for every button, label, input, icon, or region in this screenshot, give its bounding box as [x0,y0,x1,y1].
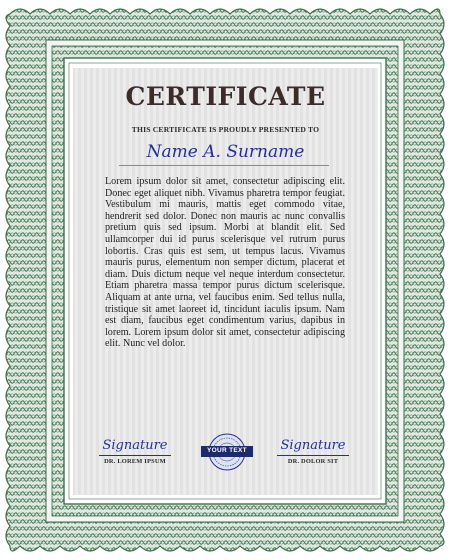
seal-emblem [199,432,255,472]
signature-right [273,438,353,465]
signature-right-name: DR. DOLOR SIT [287,458,339,465]
certificate-subtitle: THIS CERTIFICATE IS PROUDLY PRESENTED TO [131,125,320,134]
seal-label: YOUR TEXT [207,447,247,454]
certificate-title: CERTIFICATE [125,82,326,111]
certificate-panel [73,68,378,495]
signature-right-script: Signature [280,438,346,453]
certificate-body-text: Lorem ipsum dolor sit amet, consectetur adipiscing elit. Donec eget aliquet nibh. Vivamus pharetra tempor feugiat. Vestibulum mi mauris, mattis eget commodo vitae, hendrerit sed dolor. Donec non mauris ac nunc convallis pretium quis sed ipsum. Morbi at blandit elit. Sed ullamcorper dui id purus scelerisque vel rutrum purus lobortis. Cras quis est sem, ut tempus lacus. Vivamus mauris purus, elementum non semper dictum, placerat et diam. Duis dictum neque vel neque interdum consectetur. Etiam pharetra massa tempor purus dictum scelerisque. Aliquam at ante urna, vel faucibus enim. Sed tellus nulla, tristique sit amet laoreet id, tincidunt iaculis ipsum. Nam est diam, faucibus eget condimentum varius, dapibus in lorem. Lorem ipsum dolor sit amet, consectetur adipiscing elit. Nunc vel dolor. [105,176,345,350]
signature-left-script: Signature [102,438,168,453]
recipient-name: Name A. Surname [146,142,305,162]
signature-left-line [99,455,171,456]
name-underline [119,165,329,166]
signature-left-name: DR. LOREM IPSUM [104,458,166,465]
signature-left [95,438,175,465]
signature-right-line [277,455,349,456]
